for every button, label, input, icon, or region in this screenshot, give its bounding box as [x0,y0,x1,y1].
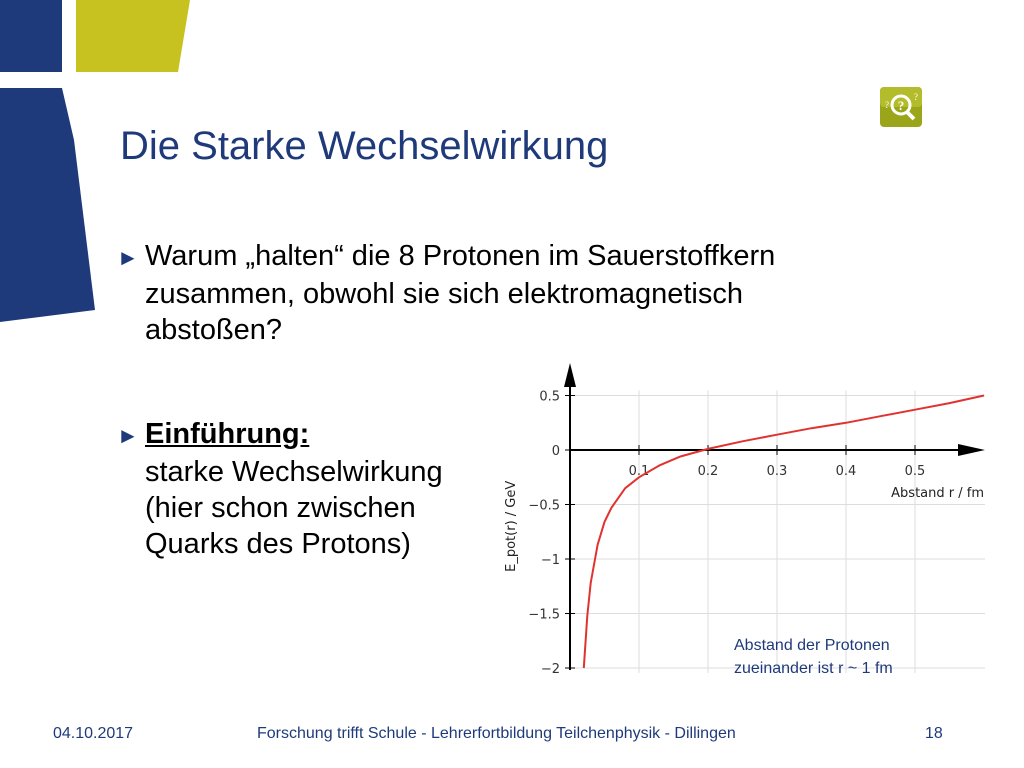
y-axis-arrow-icon [564,363,576,387]
bullet-question [117,238,907,348]
x-axis-arrow-icon [958,444,985,456]
x-tick-label: 0.2 [697,464,719,479]
x-tick-label: 0.3 [766,464,788,479]
bullet2-line-1: starke Wechselwirkung [145,456,443,488]
y-tick-label: 0 [551,444,560,459]
bullet2-heading-line [117,416,517,454]
x-tick-label: 0.4 [835,464,857,479]
bullet1-line-2: zusammen, obwohl sie sich elektromagnetisch [145,278,743,310]
x-tick-label: 0.1 [628,464,650,479]
y-axis-label: E_pot(r) / GeV [504,480,519,572]
y-tick-label: −0.5 [528,498,560,514]
x-tick-label: 0.5 [904,464,926,479]
bullet1-line-1: ► Warum „halten“ die 8 Protonen im Sauerstoffkern [117,238,907,276]
introduction-link[interactable]: Einführung: [145,418,310,450]
y-tick-label: −1 [540,553,560,568]
note-line-1: Abstand der Protonen [734,637,890,654]
bullet2-line-2: (hier schon zwischen [145,492,416,524]
svg-text:?: ? [914,92,918,102]
footer-title: Forschung trifft Schule - Lehrerfortbildung Teilchenphysik - Dillingen [257,725,736,742]
footer-page-number: 18 [925,725,943,742]
bullet-arrow-icon: ► [117,423,139,448]
distance-note [734,634,893,680]
bullet-arrow-icon: ► [117,245,139,270]
footer-date: 04.10.2017 [53,725,134,742]
slide-title: Die Starke Wechselwirkung [120,124,609,168]
bullet2-line-3: Quarks des Protons) [145,528,411,560]
note-line-2: zueinander ist r ~ 1 fm [734,660,893,677]
bullet1-line-3: abstoßen? [145,314,283,346]
y-tick-label: 0.5 [539,389,560,405]
question-magnifier-icon[interactable] [879,86,923,128]
y-tick-label: −1.5 [528,607,560,623]
series-line-potential [584,396,984,669]
svg-text:?: ? [885,100,889,110]
svg-text:?: ? [897,98,905,113]
bullet-introduction [117,416,517,562]
x-axis-label: Abstand r / fm [891,486,984,501]
y-tick-label: −2 [540,662,560,677]
